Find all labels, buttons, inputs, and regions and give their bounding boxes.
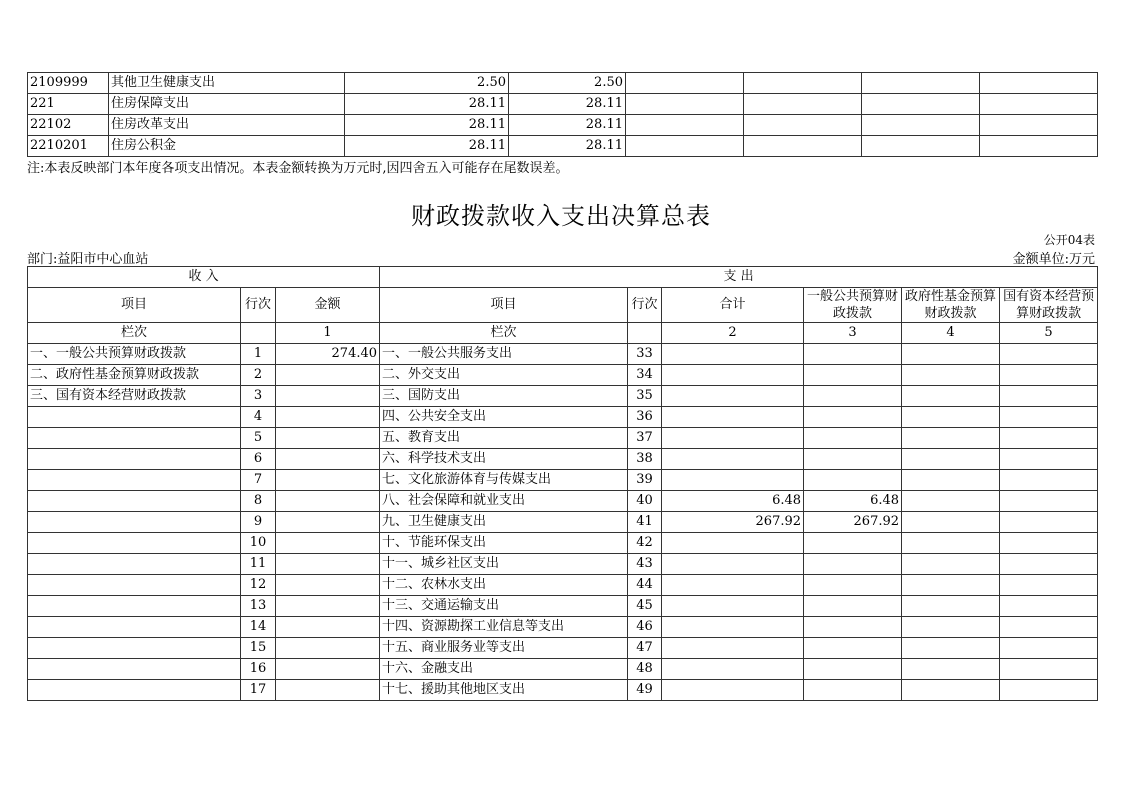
expense-gen-budget — [804, 659, 902, 680]
income-amount — [276, 449, 380, 470]
expense-gov-fund — [902, 491, 1000, 512]
col-number-4: 4 — [902, 323, 1000, 344]
page-title: 财政拨款收入支出决算总表 — [411, 202, 711, 230]
expense-gov-fund — [902, 659, 1000, 680]
income-item — [28, 428, 241, 449]
amount-cell: 28.11 — [509, 115, 626, 136]
expense-row-no: 42 — [628, 533, 662, 554]
expense-state-capital — [1000, 386, 1098, 407]
empty-cell — [980, 94, 1098, 115]
expense-gov-fund — [902, 449, 1000, 470]
expense-total: 6.48 — [662, 491, 804, 512]
expense-state-capital — [1000, 659, 1098, 680]
empty-cell — [862, 115, 980, 136]
subject-name: 其他卫生健康支出 — [109, 73, 345, 94]
header-row-sections — [28, 267, 1098, 288]
income-amount — [276, 659, 380, 680]
income-item — [28, 680, 241, 701]
expense-gen-budget: 267.92 — [804, 512, 902, 533]
expense-gov-fund — [902, 428, 1000, 449]
expense-total — [662, 638, 804, 659]
income-row-no: 6 — [241, 449, 276, 470]
expense-gov-fund — [902, 386, 1000, 407]
expense-gov-fund — [902, 407, 1000, 428]
col-label-2: 栏次 — [380, 323, 628, 344]
expense-gen-budget — [804, 428, 902, 449]
col-label: 栏次 — [28, 323, 241, 344]
empty-cell — [862, 73, 980, 94]
expense-total — [662, 344, 804, 365]
income-item — [28, 470, 241, 491]
expense-total — [662, 428, 804, 449]
expense-item: 三、国防支出 — [380, 386, 628, 407]
income-item — [28, 533, 241, 554]
amount-cell: 28.11 — [345, 136, 509, 157]
expense-row-no: 38 — [628, 449, 662, 470]
table-row — [28, 73, 1098, 94]
income-amount — [276, 575, 380, 596]
income-item — [28, 596, 241, 617]
income-row-no: 11 — [241, 554, 276, 575]
expense-row-no: 41 — [628, 512, 662, 533]
expense-state-capital — [1000, 428, 1098, 449]
income-item — [28, 407, 241, 428]
income-amount — [276, 533, 380, 554]
expense-state-capital — [1000, 596, 1098, 617]
subject-name: 住房改革支出 — [109, 115, 345, 136]
expense-state-capital — [1000, 470, 1098, 491]
income-row-no: 4 — [241, 407, 276, 428]
expense-state-capital — [1000, 680, 1098, 701]
expense-total — [662, 407, 804, 428]
table-row — [28, 617, 1098, 638]
expense-gen-budget — [804, 470, 902, 491]
previous-table — [27, 72, 1098, 157]
expense-total — [662, 596, 804, 617]
expense-row-no: 39 — [628, 470, 662, 491]
col-rowno-header: 行次 — [241, 288, 276, 323]
expense-row-no: 49 — [628, 680, 662, 701]
empty-cell — [980, 73, 1098, 94]
expense-state-capital — [1000, 512, 1098, 533]
expense-gov-fund — [902, 533, 1000, 554]
table-row — [28, 491, 1098, 512]
income-item: 二、政府性基金预算财政拨款 — [28, 365, 241, 386]
col-total-header: 合计 — [662, 288, 804, 323]
expense-gov-fund — [902, 575, 1000, 596]
col-item-header: 项目 — [28, 288, 241, 323]
empty-cell — [980, 115, 1098, 136]
subject-code: 2210201 — [28, 136, 109, 157]
amount-cell: 28.11 — [345, 94, 509, 115]
col-gen-budget-header: 一般公共预算财政拨款 — [804, 288, 902, 323]
expense-item: 七、文化旅游体育与传媒支出 — [380, 470, 628, 491]
expense-item: 五、教育支出 — [380, 428, 628, 449]
income-row-no: 16 — [241, 659, 276, 680]
income-row-no: 2 — [241, 365, 276, 386]
expense-row-no: 33 — [628, 344, 662, 365]
subject-code: 2109999 — [28, 73, 109, 94]
empty-cell — [626, 136, 744, 157]
income-row-no: 13 — [241, 596, 276, 617]
expense-total — [662, 365, 804, 386]
expense-total — [662, 680, 804, 701]
income-amount — [276, 365, 380, 386]
amount-cell: 2.50 — [345, 73, 509, 94]
table-row — [28, 365, 1098, 386]
income-item — [28, 512, 241, 533]
income-row-no: 8 — [241, 491, 276, 512]
expense-item: 二、外交支出 — [380, 365, 628, 386]
empty-cell — [744, 136, 862, 157]
expense-total — [662, 617, 804, 638]
empty-cell — [744, 94, 862, 115]
expense-gov-fund — [902, 554, 1000, 575]
subject-name: 住房保障支出 — [109, 94, 345, 115]
expense-gen-budget — [804, 617, 902, 638]
expense-state-capital — [1000, 491, 1098, 512]
expense-item: 十二、农林水支出 — [380, 575, 628, 596]
expense-item: 十七、援助其他地区支出 — [380, 680, 628, 701]
table-row — [28, 470, 1098, 491]
income-amount: 274.40 — [276, 344, 380, 365]
income-row-no: 10 — [241, 533, 276, 554]
income-amount — [276, 680, 380, 701]
expense-row-no: 34 — [628, 365, 662, 386]
empty-cell — [744, 73, 862, 94]
table-row — [28, 638, 1098, 659]
amount-cell: 28.11 — [509, 136, 626, 157]
subject-code: 22102 — [28, 115, 109, 136]
department-label: 部门:益阳市中心血站 — [27, 252, 149, 267]
expense-gov-fund — [902, 512, 1000, 533]
expense-state-capital — [1000, 344, 1098, 365]
income-row-no: 9 — [241, 512, 276, 533]
expense-gen-budget — [804, 638, 902, 659]
table-row — [28, 659, 1098, 680]
header-row-columns — [28, 288, 1098, 323]
expense-total — [662, 533, 804, 554]
income-row-no: 1 — [241, 344, 276, 365]
expense-total: 267.92 — [662, 512, 804, 533]
expense-gov-fund — [902, 596, 1000, 617]
empty-cell — [626, 73, 744, 94]
expense-gen-budget — [804, 386, 902, 407]
subject-code: 221 — [28, 94, 109, 115]
income-amount — [276, 407, 380, 428]
table-row — [28, 596, 1098, 617]
expense-row-no: 35 — [628, 386, 662, 407]
expense-state-capital — [1000, 533, 1098, 554]
income-amount — [276, 512, 380, 533]
expense-total — [662, 449, 804, 470]
expense-gov-fund — [902, 680, 1000, 701]
income-amount — [276, 428, 380, 449]
expense-gen-budget — [804, 449, 902, 470]
expense-gov-fund — [902, 470, 1000, 491]
expense-row-no: 47 — [628, 638, 662, 659]
col-number-1: 1 — [276, 323, 380, 344]
amount-unit-label: 金额单位:万元 — [1012, 252, 1095, 267]
expense-item: 八、社会保障和就业支出 — [380, 491, 628, 512]
income-row-no: 15 — [241, 638, 276, 659]
income-amount — [276, 491, 380, 512]
income-amount — [276, 617, 380, 638]
income-item — [28, 617, 241, 638]
expense-gen-budget — [804, 596, 902, 617]
expense-total — [662, 386, 804, 407]
expense-item: 十六、金融支出 — [380, 659, 628, 680]
income-amount — [276, 386, 380, 407]
expense-state-capital — [1000, 617, 1098, 638]
expense-gov-fund — [902, 365, 1000, 386]
budget-summary-table — [27, 266, 1098, 701]
expense-total — [662, 659, 804, 680]
table-row — [28, 136, 1098, 157]
expense-item: 一、一般公共服务支出 — [380, 344, 628, 365]
expense-row-no: 48 — [628, 659, 662, 680]
income-row-no: 3 — [241, 386, 276, 407]
income-amount — [276, 638, 380, 659]
income-row-no: 7 — [241, 470, 276, 491]
income-row-no: 17 — [241, 680, 276, 701]
empty-cell — [626, 94, 744, 115]
col-number-5: 5 — [1000, 323, 1098, 344]
col-rowno2-header: 行次 — [628, 288, 662, 323]
expense-item: 四、公共安全支出 — [380, 407, 628, 428]
expense-row-no: 46 — [628, 617, 662, 638]
expense-row-no: 44 — [628, 575, 662, 596]
table-row — [28, 428, 1098, 449]
expense-state-capital — [1000, 554, 1098, 575]
expense-state-capital — [1000, 638, 1098, 659]
amount-cell: 28.11 — [345, 115, 509, 136]
expense-gen-budget: 6.48 — [804, 491, 902, 512]
income-item — [28, 554, 241, 575]
income-item — [28, 638, 241, 659]
income-row-no: 5 — [241, 428, 276, 449]
expense-state-capital — [1000, 575, 1098, 596]
table-row — [28, 575, 1098, 596]
table-row — [28, 449, 1098, 470]
expense-gen-budget — [804, 365, 902, 386]
table-row — [28, 680, 1098, 701]
expense-gov-fund — [902, 617, 1000, 638]
expense-gov-fund — [902, 344, 1000, 365]
empty-cell — [626, 115, 744, 136]
expense-row-no: 45 — [628, 596, 662, 617]
expense-gen-budget — [804, 344, 902, 365]
expense-item: 六、科学技术支出 — [380, 449, 628, 470]
table-row — [28, 386, 1098, 407]
table-row — [28, 94, 1098, 115]
form-number: 公开04表 — [1043, 233, 1095, 247]
col-amount-header: 金额 — [276, 288, 380, 323]
col-state-capital-header: 国有资本经营预算财政拨款 — [1000, 288, 1098, 323]
expense-state-capital — [1000, 407, 1098, 428]
col-number-2: 2 — [662, 323, 804, 344]
expense-total — [662, 470, 804, 491]
empty-cell — [862, 94, 980, 115]
amount-cell: 28.11 — [509, 94, 626, 115]
expense-total — [662, 575, 804, 596]
empty-cell — [980, 136, 1098, 157]
income-item — [28, 449, 241, 470]
expense-row-no: 40 — [628, 491, 662, 512]
income-item — [28, 491, 241, 512]
table-row — [28, 512, 1098, 533]
table-note: 注:本表反映部门本年度各项支出情况。本表金额转换为万元时,因四舍五入可能存在尾数误差。 — [27, 161, 569, 176]
expense-state-capital — [1000, 449, 1098, 470]
expense-row-no: 43 — [628, 554, 662, 575]
expense-state-capital — [1000, 365, 1098, 386]
expense-row-no: 37 — [628, 428, 662, 449]
col-number-3: 3 — [804, 323, 902, 344]
income-item — [28, 575, 241, 596]
expense-item: 十四、资源勘探工业信息等支出 — [380, 617, 628, 638]
table-row — [28, 344, 1098, 365]
income-row-no: 12 — [241, 575, 276, 596]
empty-cell — [744, 115, 862, 136]
col-item2-header: 项目 — [380, 288, 628, 323]
expense-item: 十一、城乡社区支出 — [380, 554, 628, 575]
col-gov-fund-header: 政府性基金预算财政拨款 — [902, 288, 1000, 323]
expense-total — [662, 554, 804, 575]
income-item: 三、国有资本经营财政拨款 — [28, 386, 241, 407]
expense-item: 九、卫生健康支出 — [380, 512, 628, 533]
subject-name: 住房公积金 — [109, 136, 345, 157]
table-row — [28, 407, 1098, 428]
income-amount — [276, 554, 380, 575]
header-row-col-numbers — [28, 323, 1098, 344]
income-amount — [276, 596, 380, 617]
empty-cell — [628, 323, 662, 344]
table-row — [28, 554, 1098, 575]
income-amount — [276, 470, 380, 491]
expense-gen-budget — [804, 575, 902, 596]
expense-gen-budget — [804, 680, 902, 701]
expense-header: 支 出 — [380, 267, 1098, 288]
empty-cell — [862, 136, 980, 157]
income-item: 一、一般公共预算财政拨款 — [28, 344, 241, 365]
expense-gen-budget — [804, 533, 902, 554]
table-row — [28, 533, 1098, 554]
expense-item: 十五、商业服务业等支出 — [380, 638, 628, 659]
expense-item: 十、节能环保支出 — [380, 533, 628, 554]
table-row — [28, 115, 1098, 136]
expense-item: 十三、交通运输支出 — [380, 596, 628, 617]
expense-gov-fund — [902, 638, 1000, 659]
expense-row-no: 36 — [628, 407, 662, 428]
income-header: 收 入 — [28, 267, 380, 288]
income-item — [28, 659, 241, 680]
empty-cell — [241, 323, 276, 344]
expense-gen-budget — [804, 554, 902, 575]
amount-cell: 2.50 — [509, 73, 626, 94]
income-row-no: 14 — [241, 617, 276, 638]
expense-gen-budget — [804, 407, 902, 428]
